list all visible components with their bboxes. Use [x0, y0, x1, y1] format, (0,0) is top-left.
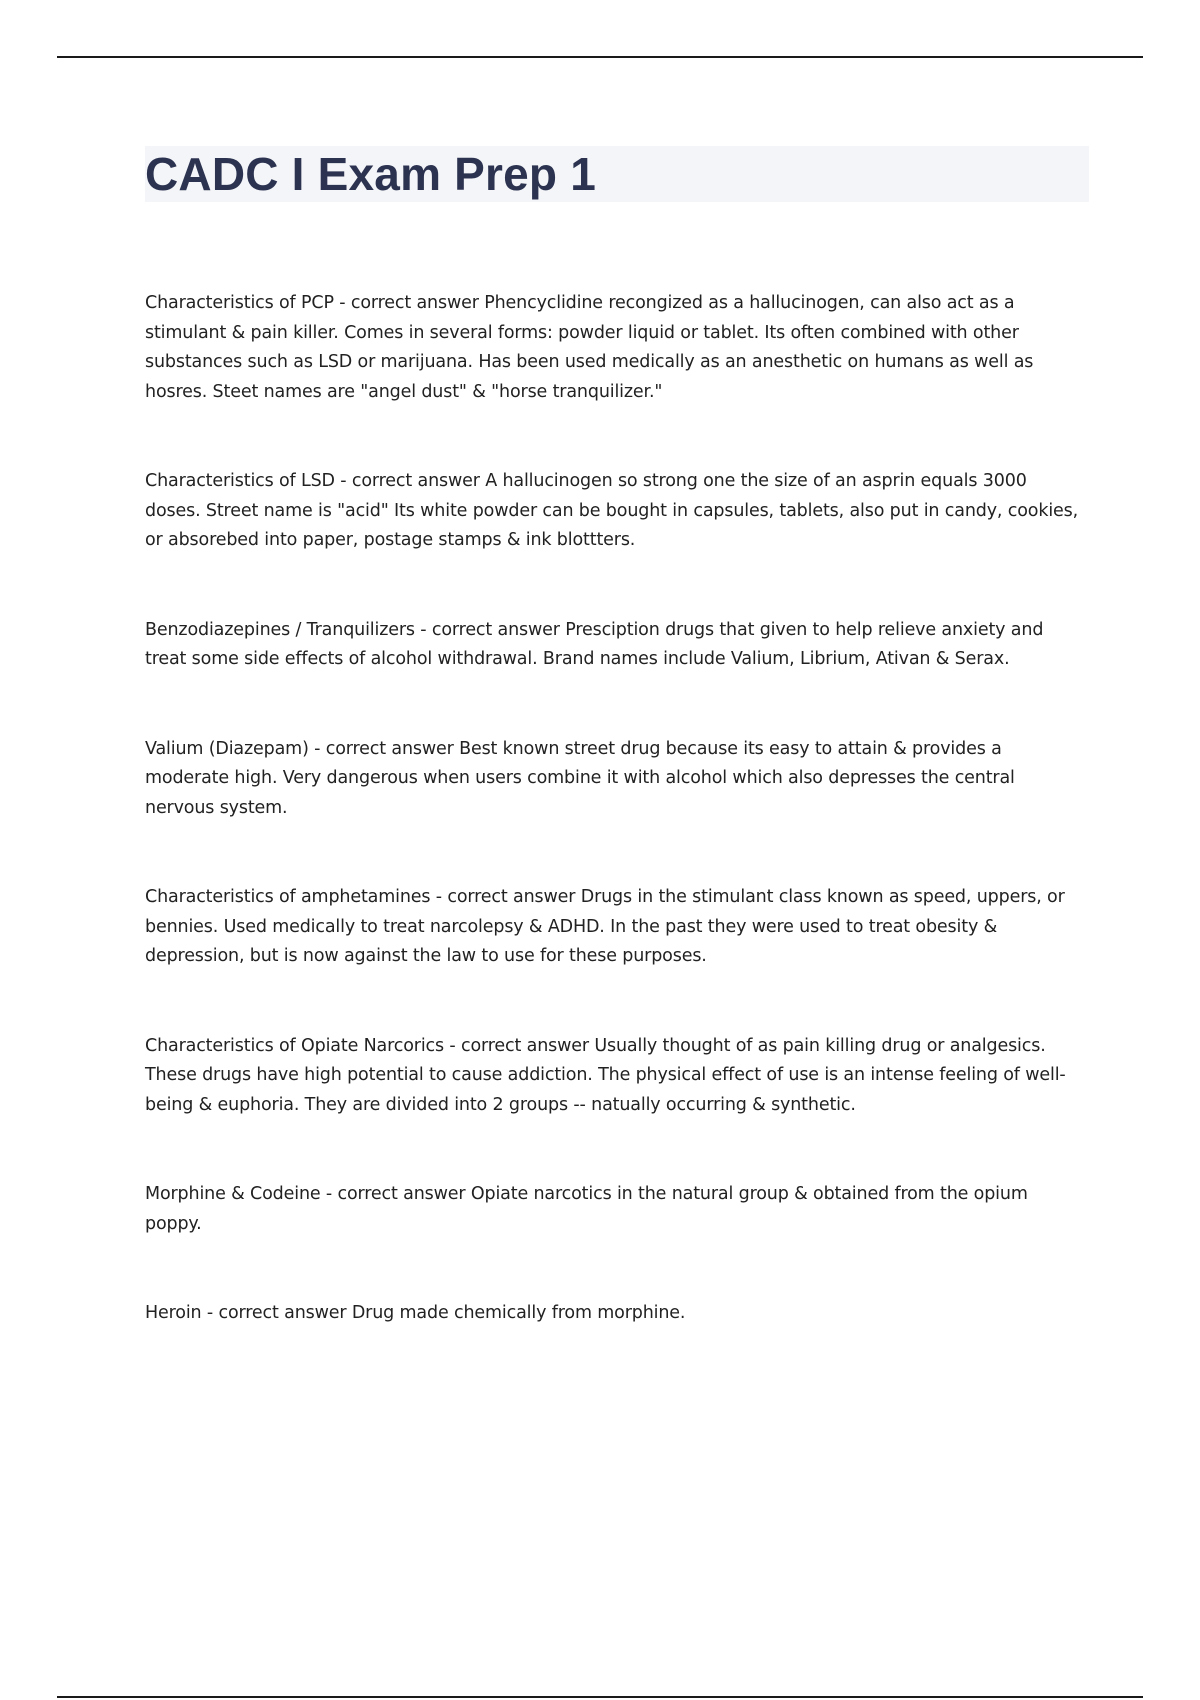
flashcard-heroin: Heroin - correct answer Drug made chemically from morphine. — [145, 1303, 686, 1323]
flashcard-pcp: Characteristics of PCP - correct answer Phencyclidine recongized as a hallucinogen, can also act as a stimulant & pain killer. Comes in several forms: powder liquid or tablet. Its often combined with other substances such as LSD or marijuana. Has been used medically as an anesthetic on humans as well as hosres. Steet names are "angel dust" & "horse tranquilizer." — [145, 293, 1034, 402]
bottom-rule — [57, 1696, 1143, 1698]
flashcard-amphetamines: Characteristics of amphetamines - correct answer Drugs in the stimulant class known as speed, uppers, or bennies. Used medically to treat narcolepsy & ADHD. In the past they were used to treat obesity & depression, but is now against the law to use for these purposes. — [145, 887, 1065, 966]
top-rule — [57, 56, 1143, 58]
flashcard-opiate-narcotics: Characteristics of Opiate Narcorics - correct answer Usually thought of as pain killing drug or analgesics. These drugs have high potential to cause addiction. The physical effect of use is an intense feeling of well-being & euphoria. They are divided into 2 groups -- natually occurring & synthetic. — [145, 1035, 1066, 1115]
flashcard-list — [145, 289, 1085, 1389]
flashcard-benzodiazepines: Benzodiazepines / Tranquilizers - correct answer Presciption drugs that given to help relieve anxiety and treat some side effects of alcohol withdrawal. Brand names include Valium, Librium, Ativan & Serax. — [145, 619, 1044, 669]
flashcard-morphine-codeine: Morphine & Codeine - correct answer Opiate narcotics in the natural group & obtained from the opium poppy. — [145, 1184, 1028, 1234]
page-title: CADC I Exam Prep 1 — [145, 148, 596, 200]
flashcard-lsd: Characteristics of LSD - correct answer A hallucinogen so strong one the size of an asprin equals 3000 doses. Street name is "acid" Its white powder can be bought in capsules, tablets, also put in candy, cookies, or absorebed into paper, postage stamps & ink blottters. — [145, 471, 1079, 550]
flashcard-valium: Valium (Diazepam) - correct answer Best known street drug because its easy to attain & provides a moderate high. Very dangerous when users combine it with alcohol which also depresses the central nervous system. — [145, 738, 1015, 818]
